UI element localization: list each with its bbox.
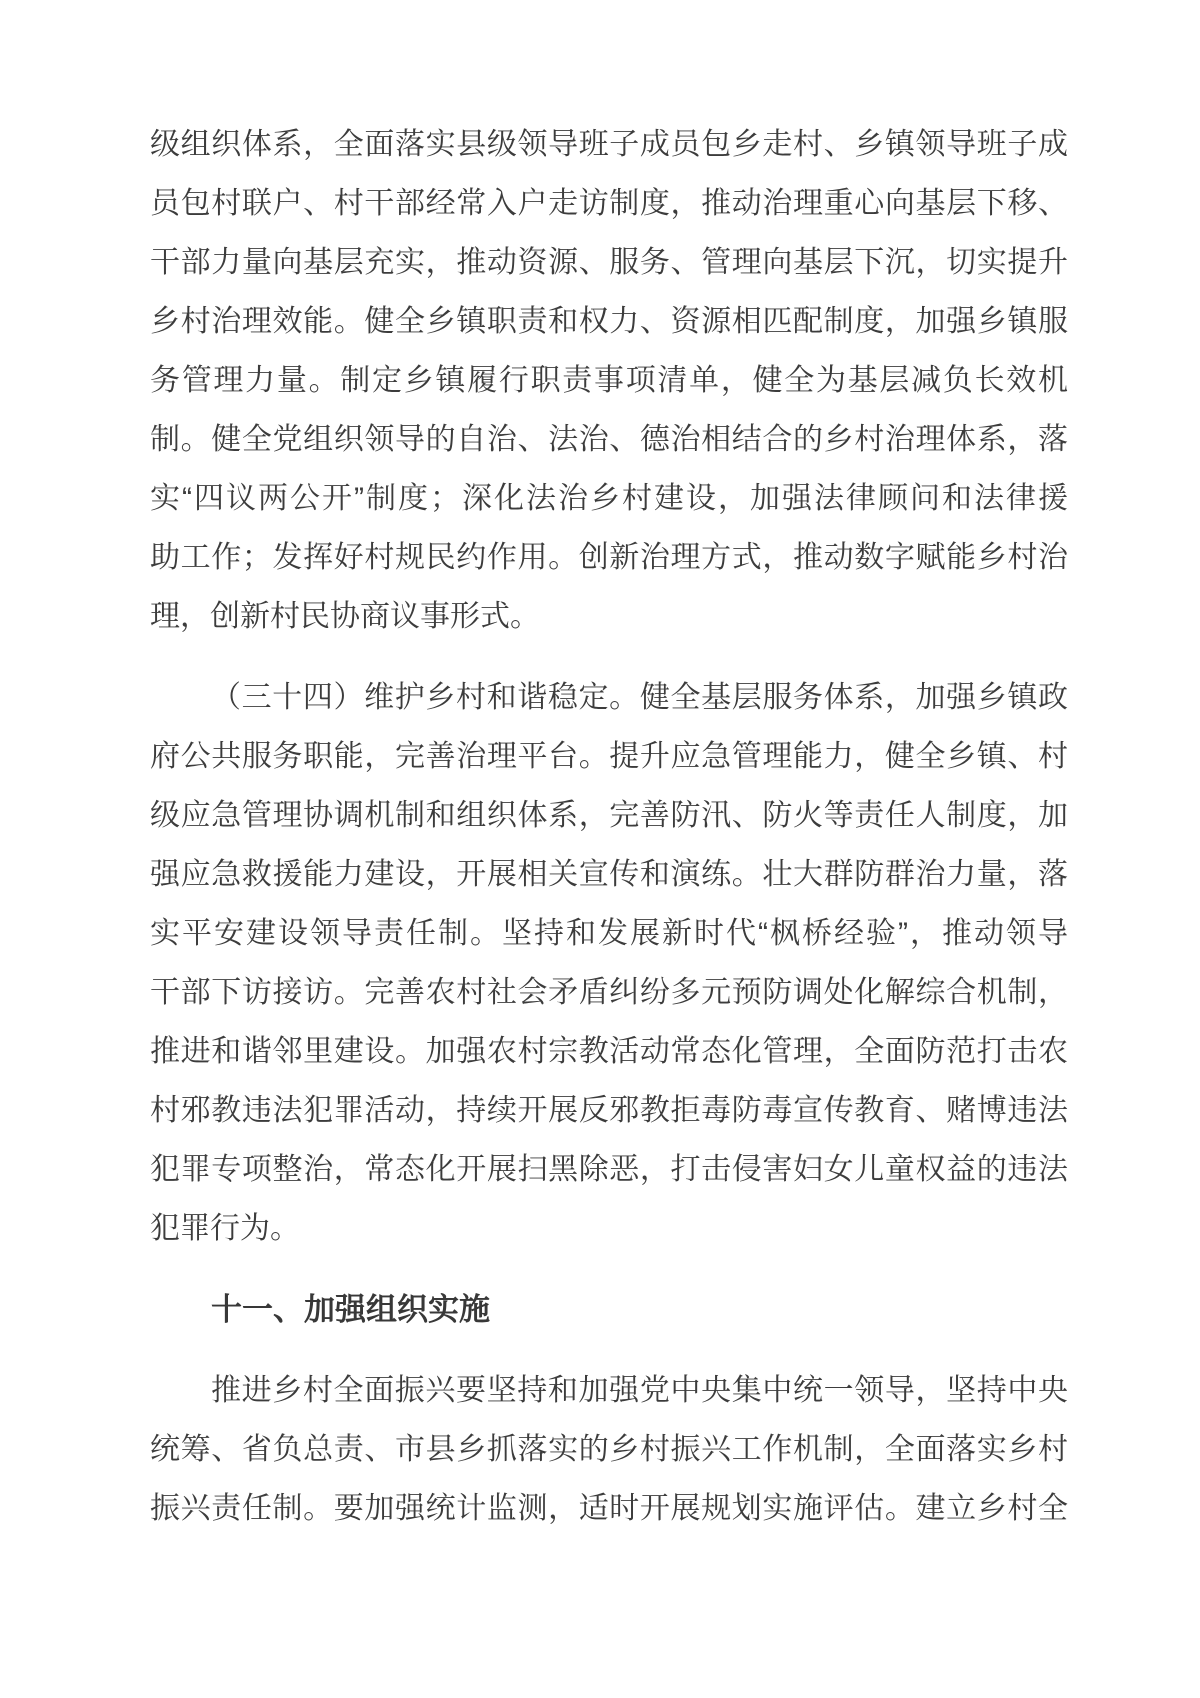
text-line: 推进乡村全面振兴要坚持和加强党中央集中统一领导，坚持中央 (211, 1374, 1068, 1407)
text-line: 犯罪行为。 (150, 1212, 300, 1245)
text-line: 级应急管理协调机制和组织体系，完善防汛、防火等责任人制度，加 (150, 799, 1068, 832)
text-line: 府公共服务职能，完善治理平台。提升应急管理能力，健全乡镇、村 (150, 740, 1068, 773)
text-line: 级组织体系，全面落实县级领导班子成员包乡走村、乡镇领导班子成 (150, 128, 1068, 161)
text-line: （三十四）维护乡村和谐稳定。健全基层服务体系，加强乡镇政 (211, 681, 1068, 714)
text-line: 干部下访接访。完善农村社会矛盾纠纷多元预防调处化解综合机制， (150, 976, 1068, 1009)
text-line: 实“四议两公开”制度；深化法治乡村建设，加强法律顾问和法律援 (150, 482, 1068, 515)
section-heading: 十一、加强组织实施 (211, 1292, 490, 1327)
paragraph-item-34 (150, 668, 1068, 1258)
text-line: 振兴责任制。要加强统计监测，适时开展规划实施评估。建立乡村全 (150, 1492, 1068, 1525)
text-line: 实平安建设领导责任制。坚持和发展新时代“枫桥经验”，推动领导 (150, 917, 1068, 950)
text-line: 村邪教违法犯罪活动，持续开展反邪教拒毒防毒宣传教育、赌博违法 (150, 1094, 1068, 1127)
text-line: 干部力量向基层充实，推动资源、服务、管理向基层下沉，切实提升 (150, 246, 1068, 279)
text-line: 助工作；发挥好村规民约作用。创新治理方式，推动数字赋能乡村治 (150, 541, 1068, 574)
text-line: 强应急救援能力建设，开展相关宣传和演练。壮大群防群治力量，落 (150, 858, 1068, 891)
paragraph-implementation (150, 1361, 1068, 1538)
text-line: 务管理力量。制定乡镇履行职责事项清单，健全为基层减负长效机 (150, 364, 1068, 397)
text-line: 员包村联户、村干部经常入户走访制度，推动治理重心向基层下移、 (150, 187, 1068, 220)
text-line: 推进和谐邻里建设。加强农村宗教活动常态化管理，全面防范打击农 (150, 1035, 1068, 1068)
paragraph-continued (150, 115, 1068, 646)
text-line: 乡村治理效能。健全乡镇职责和权力、资源相匹配制度，加强乡镇服 (150, 305, 1068, 338)
text-line: 统筹、省负总责、市县乡抓落实的乡村振兴工作机制，全面落实乡村 (150, 1433, 1068, 1466)
text-line: 理，创新村民协商议事形式。 (150, 600, 540, 633)
text-line: 制。健全党组织领导的自治、法治、德治相结合的乡村治理体系，落 (150, 423, 1068, 456)
text-line: 犯罪专项整治，常态化开展扫黑除恶，打击侵害妇女儿童权益的违法 (150, 1153, 1068, 1186)
